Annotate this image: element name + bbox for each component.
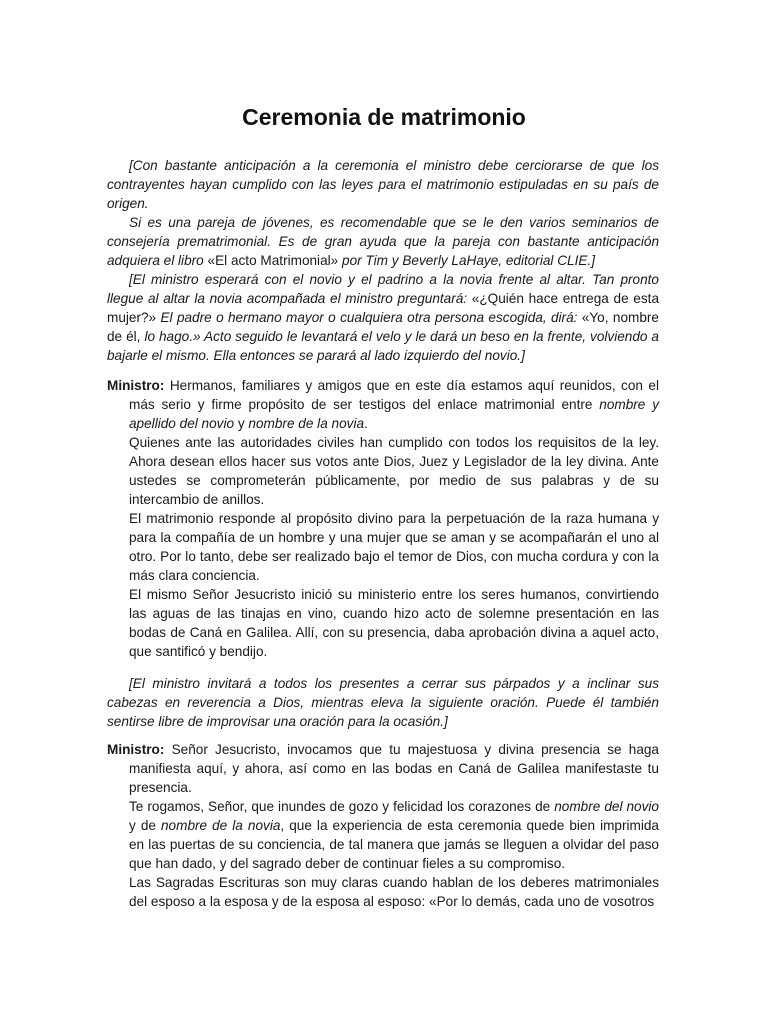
document-title: Ceremonia de matrimonio <box>242 104 526 130</box>
minister-section-1 <box>107 376 659 661</box>
minister-paragraph: El mismo Señor Jesucristo inició su ministerio entre los seres humanos, convirtiendo las aguas de las tinajas en vino, cuando hizo acto de solemne presentación en las bodas de Caná en Galilea. Allí, con su presencia, daba aprobación divina a aquel acto, que santificó y bendijo. <box>129 587 659 659</box>
prayer-instruction <box>107 674 659 731</box>
intro-paragraph-2: Si es una pareja de jóvenes, es recomendable que se le den varios seminarios de consejería prematrimonial. Es de gran ayuda que la pareja con bastante anticipación adquiera el libro «El acto Matrimonial» por Tim y Beverly LaHaye, editorial CLIE.] <box>107 215 659 268</box>
intro-paragraph-1: [Con bastante anticipación a la ceremonia el ministro debe cerciorarse de que los contrayentes hayan cumplido con las leyes para el matrimonio estipuladas en su país de origen. <box>107 158 659 211</box>
book-title: «El acto Matrimonial» <box>207 253 339 268</box>
intro-instructions <box>107 156 659 365</box>
intro-paragraph-3: [El ministro esperará con el novio y el padrino a la novia frente al altar. Tan pronto llegue al altar la novia acompañada el ministro preguntará: «¿Quién hace entrega de esta mujer?» El padre o hermano mayor o cualquiera otra persona escogida, dirá: «Yo, nombre de él, lo hago.» Acto seguido le levantará el velo y le dará un beso en la frente, volviendo a bajarle el mismo. Ella entonces se parará al lado izquierdo del novio.] <box>107 272 659 363</box>
minister-section-2 <box>107 740 659 911</box>
note-paragraph: [El ministro invitará a todos los presentes a cerrar sus párpados y a inclinar sus cabezas en reverencia a Dios, mientras eleva la siguiente oración. Puede él también sentirse libre de improvisar una oración para la ocasión.] <box>107 676 659 729</box>
speaker-label: Ministro: <box>107 378 165 393</box>
speaker-label: Ministro: <box>107 742 165 757</box>
minister-paragraph: Las Sagradas Escrituras son muy claras cuando hablan de los deberes matrimoniales del esposo a la esposa y de la esposa al esposo: «Por lo demás, cada uno de vosotros <box>129 875 659 909</box>
minister-prayer: Ministro: Señor Jesucristo, invocamos que tu majestuosa y divina presencia se haga manifiesta aquí, y ahora, así como en las bodas en Caná de Galilea manifestaste tu presencia. <box>107 742 659 795</box>
minister-speech-1: Ministro: Hermanos, familiares y amigos que en este día estamos aquí reunidos, con el más serio y firme propósito de ser testigos del enlace matrimonial entre nombre y apellido del novio y nombre de la novia. <box>107 378 659 431</box>
minister-paragraph: Quienes ante las autoridades civiles han cumplido con todos los requisitos de la ley. Ahora desean ellos hacer sus votos ante Dios, Juez y Legislador de la ley divina. Ante ustedes se comprometerán públicamente, por medio de sus palabras y de su intercambio de anillos. <box>129 435 659 507</box>
minister-paragraph: Te rogamos, Señor, que inundes de gozo y felicidad los corazones de nombre del novio y de nombre de la novia, que la experiencia de esta ceremonia quede bien imprimida en las puertas de su conciencia, de tal manera que jamás se lleguen a olvidar del paso que han dado, y del sagrado deber de continuar fieles a su compromiso. <box>129 799 659 871</box>
minister-paragraph: El matrimonio responde al propósito divino para la perpetuación de la raza humana y para la compañía de un hombre y una mujer que se aman y se acompañarán el uno al otro. Por lo tanto, debe ser realizado bajo el temor de Dios, con mucha cordura y con la más clara conciencia. <box>129 511 659 583</box>
